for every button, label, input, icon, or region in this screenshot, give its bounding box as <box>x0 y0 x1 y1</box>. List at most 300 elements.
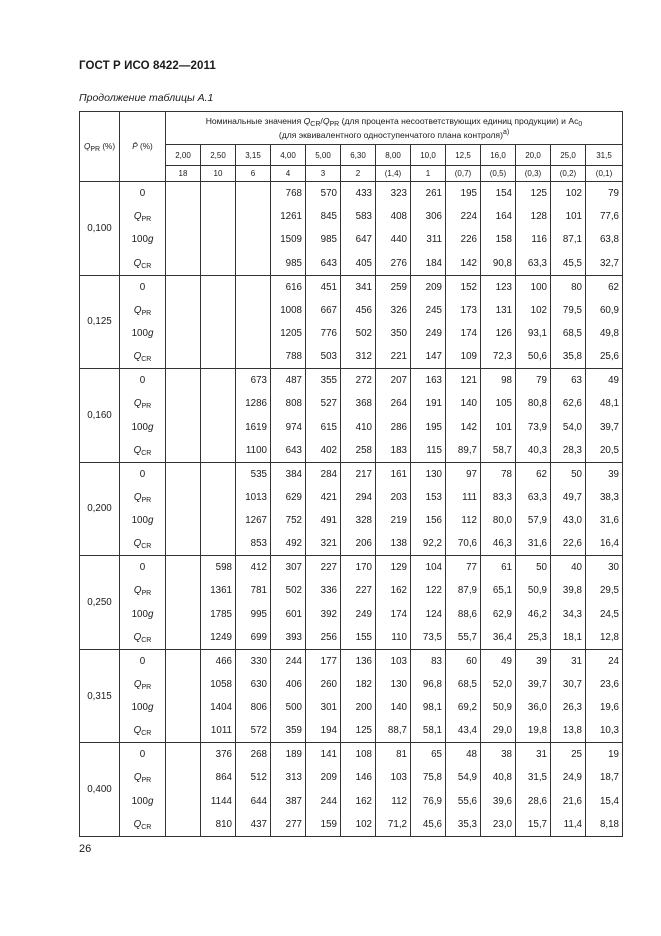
row-label <box>120 345 166 368</box>
table-cell <box>166 369 201 392</box>
table-cell <box>201 462 236 485</box>
row-label-text: 100g <box>131 328 154 340</box>
table-cell: 104 <box>411 556 446 579</box>
row-label-text: 0 <box>139 655 146 667</box>
table-cell: 643 <box>306 252 341 275</box>
table-cell: 328 <box>341 509 376 532</box>
table-cell: 39,7 <box>586 415 623 438</box>
table-cell: 326 <box>376 298 411 321</box>
table-cell: 58,7 <box>481 439 516 462</box>
table-cell: 1267 <box>236 509 271 532</box>
row-label-sub: CR <box>141 356 152 364</box>
table-cell: 177 <box>306 649 341 672</box>
table-cell: 49,8 <box>586 322 623 345</box>
percent-header-cell: 6,30 <box>341 145 376 166</box>
table-cell: 174 <box>446 322 481 345</box>
table-cell: 806 <box>236 696 271 719</box>
row-label-text: Q <box>133 725 142 737</box>
table-cell: 583 <box>341 205 376 228</box>
table-cell: 12,8 <box>586 626 623 649</box>
table-cell <box>201 182 236 205</box>
table-cell: 1249 <box>201 626 236 649</box>
table-cell: 83,3 <box>481 486 516 509</box>
table-cell <box>166 743 201 766</box>
percent-header-cell: 20,0 <box>516 145 551 166</box>
table-cell: 102 <box>516 298 551 321</box>
row-label <box>120 322 166 345</box>
row-label-text: 100g <box>131 795 154 807</box>
g-symbol: g <box>147 421 154 433</box>
table-cell: 161 <box>376 462 411 485</box>
row-label <box>120 673 166 696</box>
row-label <box>120 509 166 532</box>
table-cell: 140 <box>376 696 411 719</box>
table-cell <box>236 298 271 321</box>
table-cell: 384 <box>271 462 306 485</box>
table-cell <box>166 275 201 298</box>
table-cell <box>166 532 201 555</box>
table-cell: 39 <box>586 462 623 485</box>
table-cell: 13,8 <box>551 719 586 742</box>
table-cell: 23,6 <box>586 673 623 696</box>
table-cell: 123 <box>481 275 516 298</box>
document-title: ГОСТ Р ИСО 8422—2011 <box>79 60 216 72</box>
table-cell: 643 <box>271 439 306 462</box>
table-cell <box>201 392 236 415</box>
table-cell: 49,7 <box>551 486 586 509</box>
table-cell: 433 <box>341 182 376 205</box>
table-cell <box>166 626 201 649</box>
table-cell: 71,2 <box>376 813 411 836</box>
table-cell: 129 <box>376 556 411 579</box>
table-cell: 206 <box>341 532 376 555</box>
table-cell: 72,3 <box>481 345 516 368</box>
g-symbol: g <box>147 234 154 246</box>
table-cell <box>166 579 201 602</box>
table-cell: 125 <box>516 182 551 205</box>
table-cell: 502 <box>341 322 376 345</box>
row-label <box>120 252 166 275</box>
table-cell: 131 <box>481 298 516 321</box>
table-row <box>80 766 623 789</box>
table-cell: 23,0 <box>481 813 516 836</box>
row-label-text: 0 <box>139 562 146 574</box>
table-cell <box>166 252 201 275</box>
ac-header-cell: (0,2) <box>551 166 586 182</box>
row-label-sub: CR <box>141 449 152 457</box>
table-cell: 440 <box>376 228 411 251</box>
table-cell: 146 <box>341 766 376 789</box>
table-cell: 128 <box>516 205 551 228</box>
table-cell: 207 <box>376 369 411 392</box>
table-cell <box>166 509 201 532</box>
table-cell <box>201 532 236 555</box>
table-cell: 89,7 <box>446 439 481 462</box>
table-cell: 25 <box>551 743 586 766</box>
table-cell: 1058 <box>201 673 236 696</box>
table-cell: 101 <box>481 415 516 438</box>
table-cell: 18,7 <box>586 766 623 789</box>
table-cell: 601 <box>271 603 306 626</box>
table-cell: 48,1 <box>586 392 623 415</box>
table-cell: 209 <box>306 766 341 789</box>
row-label <box>120 719 166 742</box>
row-label-sub: PR <box>141 777 152 785</box>
table-cell: 65,1 <box>481 579 516 602</box>
table-cell: 55,6 <box>446 790 481 813</box>
table-cell: 1286 <box>236 392 271 415</box>
row-label <box>120 532 166 555</box>
table-cell: 39,6 <box>481 790 516 813</box>
table-cell: 158 <box>481 228 516 251</box>
table-cell: 19,6 <box>586 696 623 719</box>
row-label-sub: CR <box>141 543 152 551</box>
table-cell: 49 <box>586 369 623 392</box>
table-cell: 616 <box>271 275 306 298</box>
table-cell: 45,6 <box>411 813 446 836</box>
table-cell: 512 <box>236 766 271 789</box>
table-cell <box>236 275 271 298</box>
table-cell: 323 <box>376 182 411 205</box>
table-cell: 39,7 <box>516 673 551 696</box>
table-cell: 152 <box>446 275 481 298</box>
row-label-text: 0 <box>139 468 146 480</box>
table-cell: 34,3 <box>551 603 586 626</box>
table-cell: 1205 <box>271 322 306 345</box>
table-cell: 38,3 <box>586 486 623 509</box>
table-cell <box>236 345 271 368</box>
row-label <box>120 696 166 719</box>
table-cell: 73,5 <box>411 626 446 649</box>
ac-header-cell: 6 <box>236 166 271 182</box>
table-cell: 406 <box>271 673 306 696</box>
table-cell: 492 <box>271 532 306 555</box>
row-label-text: Q <box>133 444 142 456</box>
row-label <box>120 415 166 438</box>
table-cell: 62 <box>586 275 623 298</box>
row-label-text: 100g <box>131 421 154 433</box>
row-label <box>120 790 166 813</box>
table-cell: 321 <box>306 532 341 555</box>
table-cell: 260 <box>306 673 341 696</box>
ac-header-cell: (0,7) <box>446 166 481 182</box>
table-cell: 808 <box>271 392 306 415</box>
table-cell <box>236 322 271 345</box>
row-label-text: Q <box>133 211 142 223</box>
row-label-text: 0 <box>139 187 146 199</box>
table-cell: 487 <box>271 369 306 392</box>
row-label-sub: PR <box>141 216 152 224</box>
row-label-text: 100g <box>131 515 154 527</box>
table-row <box>80 532 623 555</box>
row-label <box>120 743 166 766</box>
table-cell: 286 <box>376 415 411 438</box>
percent-header-cell: 4,00 <box>271 145 306 166</box>
table-cell: 109 <box>446 345 481 368</box>
table-cell: 245 <box>411 298 446 321</box>
table-cell: 421 <box>306 486 341 509</box>
ac-header-cell: 1 <box>411 166 446 182</box>
table-cell <box>166 439 201 462</box>
table-cell: 39 <box>516 649 551 672</box>
table-cell: 29,5 <box>586 579 623 602</box>
table-cell: 527 <box>306 392 341 415</box>
table-cell: 20,5 <box>586 439 623 462</box>
table-cell: 142 <box>446 415 481 438</box>
table-cell: 136 <box>341 649 376 672</box>
table-cell: 227 <box>341 579 376 602</box>
table-cell: 203 <box>376 486 411 509</box>
ac-header-cell: 10 <box>201 166 236 182</box>
table-cell: 408 <box>376 205 411 228</box>
row-label <box>120 205 166 228</box>
table-cell <box>201 486 236 509</box>
table-cell <box>236 228 271 251</box>
table-cell: 29,0 <box>481 719 516 742</box>
qpr-value: 0,250 <box>80 556 120 650</box>
percent-header-cell: 2,50 <box>201 145 236 166</box>
table-cell <box>166 345 201 368</box>
table-cell: 31,6 <box>516 532 551 555</box>
table-cell: 46,3 <box>481 532 516 555</box>
table-cell <box>166 322 201 345</box>
table-row <box>80 392 623 415</box>
table-cell: 124 <box>411 603 446 626</box>
table-cell: 244 <box>306 790 341 813</box>
table-cell: 88,7 <box>376 719 411 742</box>
row-label-text: 0 <box>139 281 146 293</box>
table-cell <box>166 556 201 579</box>
table-cell: 31 <box>551 649 586 672</box>
table-cell: 80,8 <box>516 392 551 415</box>
table-cell: 65 <box>411 743 446 766</box>
table-cell: 62,6 <box>551 392 586 415</box>
table-cell: 79 <box>586 182 623 205</box>
table-cell <box>166 649 201 672</box>
table-cell <box>166 790 201 813</box>
table-row <box>80 462 623 485</box>
table-cell: 853 <box>236 532 271 555</box>
row-label <box>120 462 166 485</box>
table-cell: 355 <box>306 369 341 392</box>
table-cell: 97 <box>446 462 481 485</box>
row-label <box>120 392 166 415</box>
table-row <box>80 813 623 836</box>
table-cell: 24 <box>586 649 623 672</box>
table-cell: 256 <box>306 626 341 649</box>
table-cell: 341 <box>341 275 376 298</box>
table-cell: 87,9 <box>446 579 481 602</box>
table-cell: 173 <box>446 298 481 321</box>
g-symbol: g <box>147 515 154 527</box>
table-cell: 79,5 <box>551 298 586 321</box>
row-label <box>120 486 166 509</box>
table-cell: 30,7 <box>551 673 586 696</box>
table-cell <box>201 345 236 368</box>
table-cell: 112 <box>446 509 481 532</box>
table-cell: 629 <box>271 486 306 509</box>
table-cell <box>166 228 201 251</box>
g-symbol: g <box>147 702 154 714</box>
table-cell: 87,1 <box>551 228 586 251</box>
table-cell: 73,9 <box>516 415 551 438</box>
table-cell: 32,7 <box>586 252 623 275</box>
table-cell: 19,8 <box>516 719 551 742</box>
table-cell: 259 <box>376 275 411 298</box>
table-cell: 80 <box>551 275 586 298</box>
table-cell: 350 <box>376 322 411 345</box>
g-symbol: g <box>147 608 154 620</box>
qpr-value: 0,125 <box>80 275 120 369</box>
table-cell: 1011 <box>201 719 236 742</box>
table-cell: 995 <box>236 603 271 626</box>
table-row <box>80 228 623 251</box>
table-cell: 50 <box>516 556 551 579</box>
table-cell: 184 <box>411 252 446 275</box>
table-cell: 103 <box>376 766 411 789</box>
table-cell <box>201 228 236 251</box>
table-cell: 112 <box>376 790 411 813</box>
table-cell: 50,6 <box>516 345 551 368</box>
table-cell <box>166 486 201 509</box>
qpr-header: $Q_{PR}$ (%) <box>80 112 120 182</box>
table-cell: 22,6 <box>551 532 586 555</box>
table-cell: 1404 <box>201 696 236 719</box>
table-cell <box>166 392 201 415</box>
table-cell: 43,4 <box>446 719 481 742</box>
table-cell: 189 <box>271 743 306 766</box>
table-cell: 101 <box>551 205 586 228</box>
table-cell: 108 <box>341 743 376 766</box>
percent-header-cell: 2,00 <box>166 145 201 166</box>
table-cell: 264 <box>376 392 411 415</box>
table-cell: 138 <box>376 532 411 555</box>
percent-header-cell: 5,00 <box>306 145 341 166</box>
table-cell: 111 <box>446 486 481 509</box>
table-row <box>80 743 623 766</box>
table-cell: 768 <box>271 182 306 205</box>
table-cell: 183 <box>376 439 411 462</box>
table-cell <box>236 205 271 228</box>
table-cell: 40,8 <box>481 766 516 789</box>
row-label-sub: PR <box>141 309 152 317</box>
table-cell: 307 <box>271 556 306 579</box>
table-cell: 788 <box>271 345 306 368</box>
table-cell: 261 <box>411 182 446 205</box>
table-caption: Продолжение таблицы А.1 <box>79 92 214 104</box>
table-cell: 147 <box>411 345 446 368</box>
table-row <box>80 298 623 321</box>
table-cell: 985 <box>306 228 341 251</box>
table-cell: 24,9 <box>551 766 586 789</box>
row-label <box>120 603 166 626</box>
table-cell: 39,8 <box>551 579 586 602</box>
table-cell <box>166 766 201 789</box>
table-cell: 60 <box>446 649 481 672</box>
row-label-text: Q <box>133 585 142 597</box>
table-cell: 376 <box>201 743 236 766</box>
row-label-sub: CR <box>141 823 152 831</box>
row-label <box>120 579 166 602</box>
table-cell: 46,2 <box>516 603 551 626</box>
row-label-text: Q <box>133 818 142 830</box>
row-label-text: 0 <box>139 375 146 387</box>
table-cell: 284 <box>306 462 341 485</box>
table-cell: 62,9 <box>481 603 516 626</box>
table-cell: 125 <box>341 719 376 742</box>
table-cell: 673 <box>236 369 271 392</box>
table-cell: 209 <box>411 275 446 298</box>
table-cell <box>166 298 201 321</box>
row-label <box>120 626 166 649</box>
table-cell: 162 <box>341 790 376 813</box>
table-cell: 10,3 <box>586 719 623 742</box>
table-cell: 54,9 <box>446 766 481 789</box>
table-cell: 330 <box>236 649 271 672</box>
table-cell: 76,9 <box>411 790 446 813</box>
table-cell: 456 <box>341 298 376 321</box>
table-cell: 752 <box>271 509 306 532</box>
qpr-value: 0,400 <box>80 743 120 837</box>
table-cell: 156 <box>411 509 446 532</box>
table-cell <box>201 509 236 532</box>
table-cell: 15,7 <box>516 813 551 836</box>
table-cell: 130 <box>376 673 411 696</box>
row-label-text: Q <box>133 678 142 690</box>
table-cell: 974 <box>271 415 306 438</box>
data-table <box>79 111 623 837</box>
ac-header-cell: (0,1) <box>586 166 623 182</box>
table-cell: 63,3 <box>516 252 551 275</box>
table-cell: 451 <box>306 275 341 298</box>
table-cell: 153 <box>411 486 446 509</box>
table-cell <box>201 275 236 298</box>
table-cell <box>201 252 236 275</box>
row-label <box>120 766 166 789</box>
row-label-text: 100g <box>131 234 154 246</box>
ac-header-cell: (0,5) <box>481 166 516 182</box>
table-cell: 154 <box>481 182 516 205</box>
table-cell: 62 <box>516 462 551 485</box>
table-cell: 570 <box>306 182 341 205</box>
table-cell: 16,4 <box>586 532 623 555</box>
table-cell: 122 <box>411 579 446 602</box>
table-cell: 466 <box>201 649 236 672</box>
table-cell: 110 <box>376 626 411 649</box>
table-cell: 98 <box>481 369 516 392</box>
table-row <box>80 673 623 696</box>
table-cell: 18,1 <box>551 626 586 649</box>
table-cell: 164 <box>481 205 516 228</box>
qpr-value: 0,200 <box>80 462 120 556</box>
ac-header-cell: (0,3) <box>516 166 551 182</box>
table-cell <box>166 673 201 696</box>
table-cell: 195 <box>411 415 446 438</box>
table-row <box>80 252 623 275</box>
table-cell: 219 <box>376 509 411 532</box>
table-cell: 503 <box>306 345 341 368</box>
table-cell: 130 <box>411 462 446 485</box>
table-cell: 8,18 <box>586 813 623 836</box>
table-cell: 615 <box>306 415 341 438</box>
row-label <box>120 275 166 298</box>
table-cell: 437 <box>236 813 271 836</box>
table-cell: 25,6 <box>586 345 623 368</box>
percent-header-cell: 12,5 <box>446 145 481 166</box>
qpr-value: 0,100 <box>80 182 120 276</box>
table-cell: 1013 <box>236 486 271 509</box>
table-cell: 502 <box>271 579 306 602</box>
